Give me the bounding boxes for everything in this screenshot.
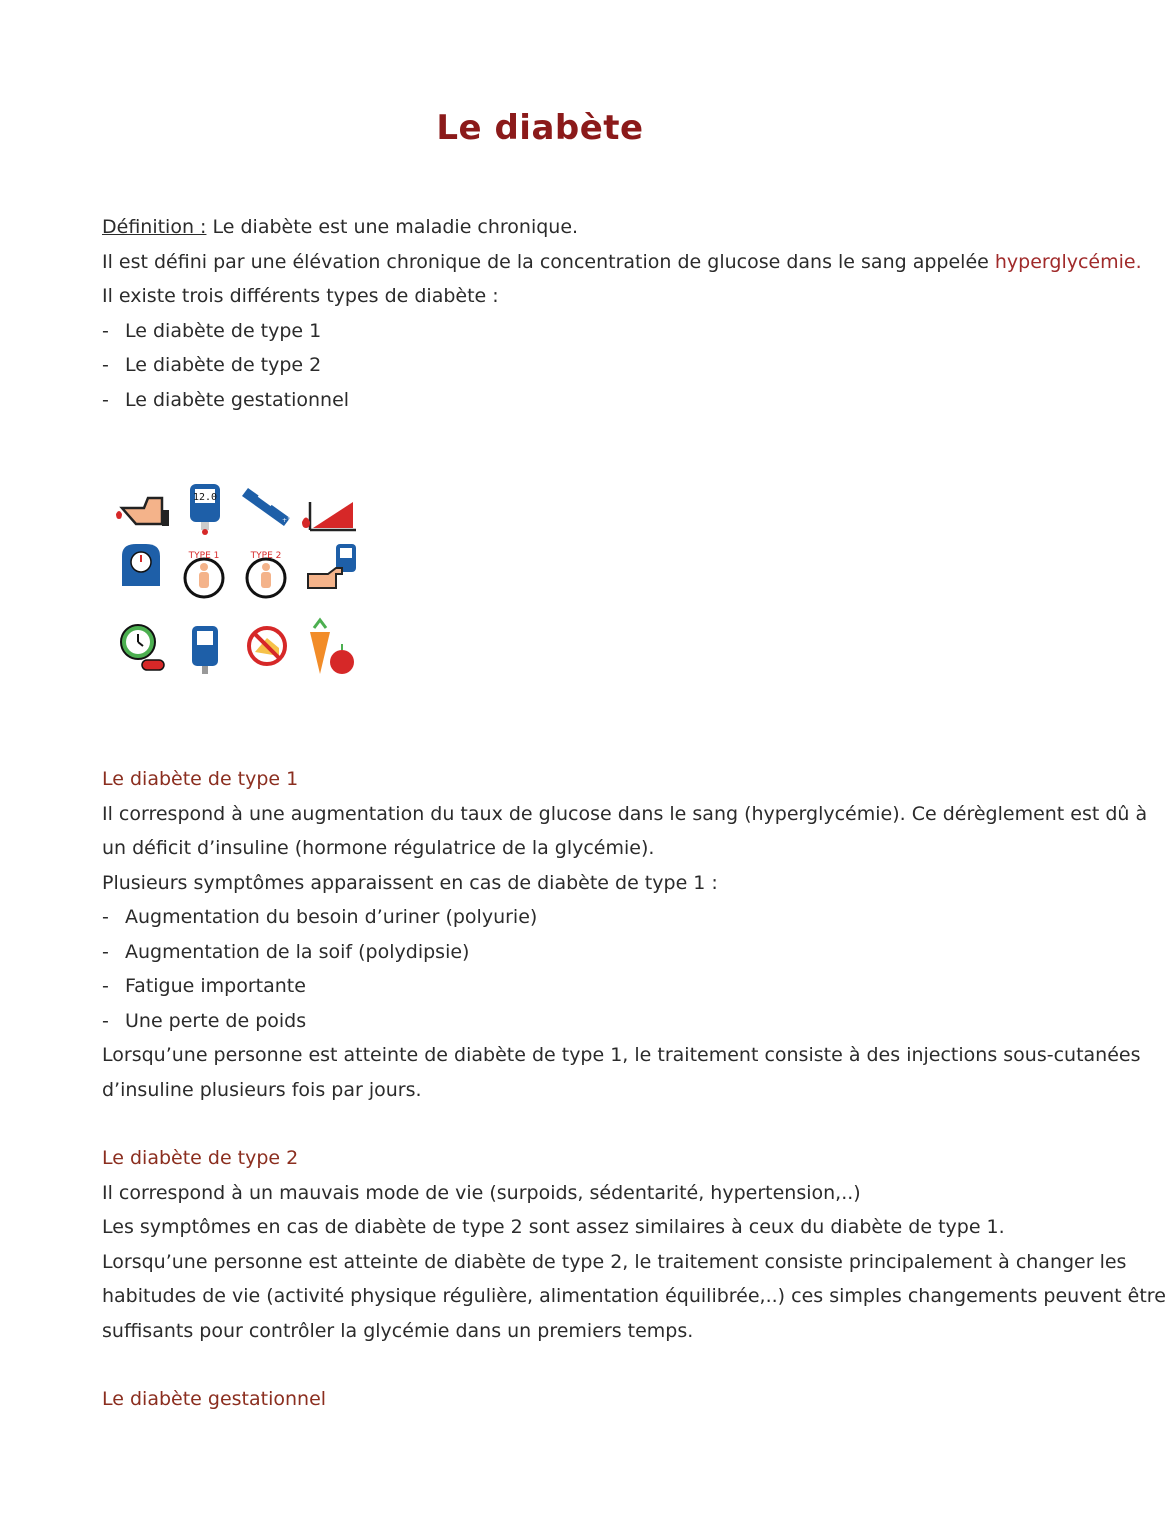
scale-icon bbox=[122, 544, 160, 586]
glucometer-icon bbox=[192, 626, 218, 674]
meter-reading: 12.0 bbox=[192, 492, 218, 503]
insulin-pen-icon bbox=[242, 488, 295, 526]
paragraph-line: un déficit d’insuline (hormone régulatrice de la glycémie). bbox=[102, 837, 655, 859]
definition-line-2-text: Il est défini par une élévation chronique de la concentration de glucose dans le sang appelée bbox=[102, 250, 995, 273]
type2-heading: Le diabète de type 2 bbox=[102, 1147, 299, 1169]
glucose-meter-icon bbox=[190, 484, 220, 535]
type1-heading: Le diabète de type 1 bbox=[102, 768, 299, 790]
paragraph-line: Lorsqu’une personne est atteinte de diabète de type 2, le traitement consiste principalement à changer les bbox=[102, 1250, 1127, 1273]
fruit-vegetable-icon bbox=[310, 620, 354, 674]
pen-label: +13 bbox=[282, 517, 295, 524]
list-item: - Le diabète de type 1 bbox=[102, 314, 1002, 349]
definition-section bbox=[102, 210, 1142, 417]
type2-person-icon bbox=[247, 551, 285, 597]
hand-meter-icon bbox=[308, 544, 356, 588]
paragraph-line: Il correspond à un mauvais mode de vie (surpoids, sédentarité, hypertension,..) bbox=[102, 1181, 861, 1204]
type1-section bbox=[102, 762, 1148, 1107]
list-item: - Le diabète gestationnel bbox=[102, 383, 1002, 418]
definition-label: Définition : bbox=[102, 216, 207, 238]
list-item: - Augmentation de la soif (polydipsie) bbox=[102, 935, 1002, 970]
list-item: - Augmentation du besoin d’uriner (polyurie) bbox=[102, 900, 1002, 935]
definition-line-2 bbox=[102, 245, 1142, 280]
no-cake-icon bbox=[249, 628, 285, 664]
paragraph-line: d’insuline plusieurs fois par jours. bbox=[102, 1078, 422, 1101]
hyperglycemia-term: hyperglycémie. bbox=[994, 250, 1142, 273]
paragraph-line: suffisants pour contrôler la glycémie dans un premiers temps. bbox=[102, 1319, 694, 1342]
paragraph-line: habitudes de vie (activité physique régulière, alimentation équilibrée,..) ces simples changements peuvent être bbox=[102, 1285, 1166, 1307]
blood-drop-chart-icon bbox=[302, 502, 356, 530]
gestational-section bbox=[102, 1382, 1002, 1417]
clock-pill-icon bbox=[121, 625, 164, 670]
paragraph-line: Plusieurs symptômes apparaissent en cas de diabète de type 1 : bbox=[102, 871, 718, 894]
definition-line-3: Il existe trois différents types de diabète : bbox=[102, 285, 499, 307]
type1-label: TYPE 1 bbox=[188, 551, 220, 561]
type2-label: TYPE 2 bbox=[250, 551, 282, 561]
type2-section bbox=[102, 1141, 1166, 1348]
paragraph-line: Lorsqu’une personne est atteinte de diabète de type 1, le traitement consiste à des injections sous-cutanées bbox=[102, 1044, 1141, 1066]
type1-person-icon bbox=[185, 551, 223, 597]
gestational-heading: Le diabète gestationnel bbox=[102, 1388, 327, 1410]
page-title: Le diabète bbox=[436, 108, 644, 148]
paragraph-line: Il correspond à une augmentation du taux de glucose dans le sang (hyperglycémie). Ce dérèglement est dû à bbox=[102, 802, 1148, 825]
list-item: - Une perte de poids bbox=[102, 1004, 1002, 1039]
definition-text: Le diabète est une maladie chronique. bbox=[206, 216, 579, 238]
list-item: - Le diabète de type 2 bbox=[102, 348, 1002, 383]
list-item: - Fatigue importante bbox=[102, 969, 1002, 1004]
diabetes-icons-grid bbox=[112, 480, 364, 684]
definition-line bbox=[102, 210, 1002, 245]
paragraph-line: Les symptômes en cas de diabète de type 2 sont assez similaires à ceux du diabète de type 1. bbox=[102, 1216, 1005, 1238]
finger-prick-icon bbox=[116, 498, 169, 526]
